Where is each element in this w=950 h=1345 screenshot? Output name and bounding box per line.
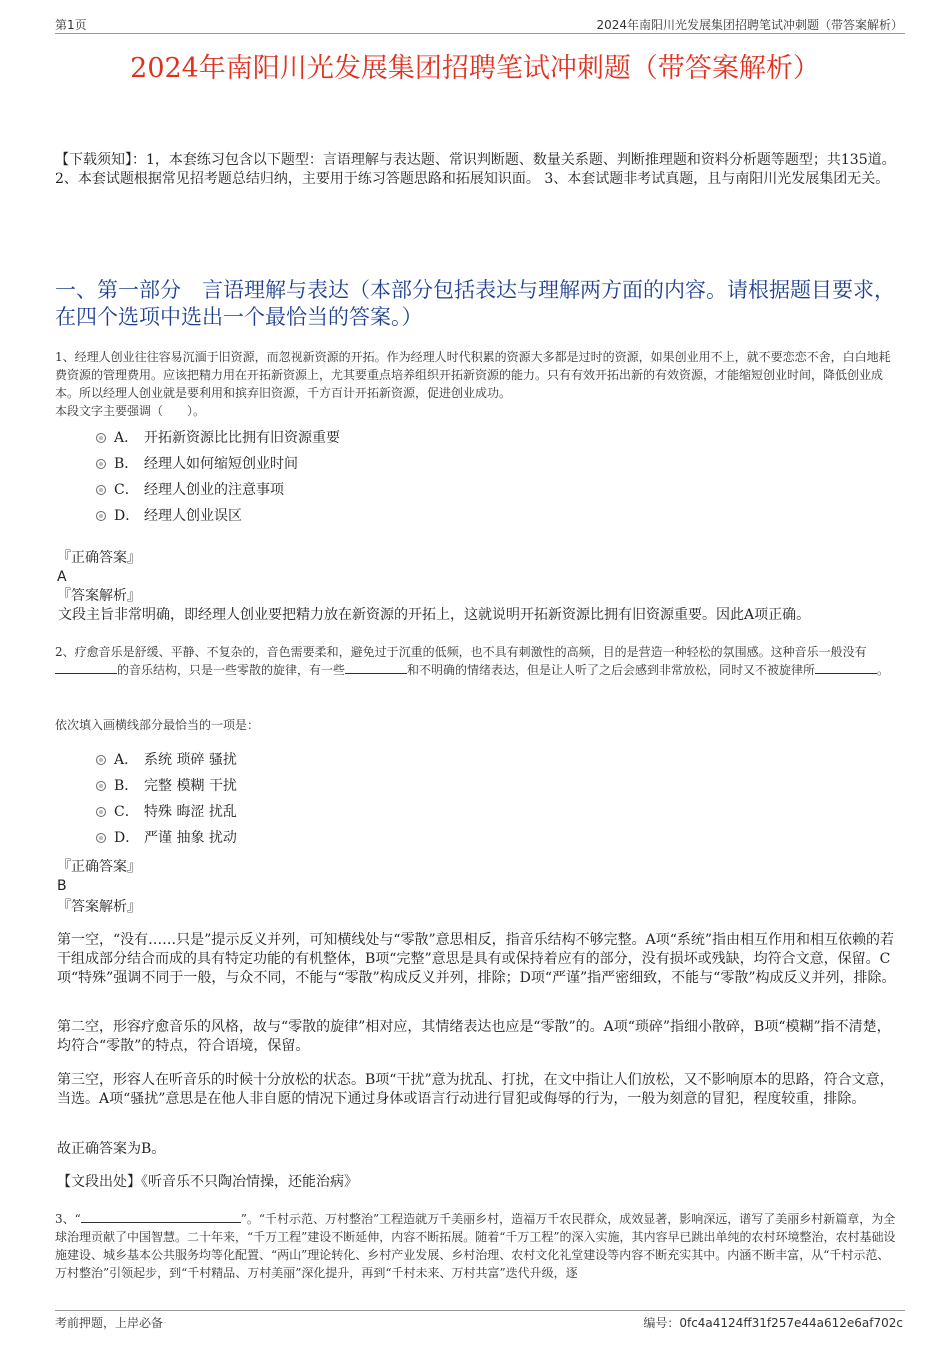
running-title: 2024年南阳川光发展集团招聘笔试冲刺题（带答案解析） xyxy=(596,18,903,32)
q2-analysis-para-3: 第三空，形容人在听音乐的时候十分放松的状态。B项“干扰”意为扰乱、打扰，在文中指让人们放松，又不影响原本的思路，符合文意，当选。A项“骚扰”意思是在他人非自愿的情况下通过身体或语言行动进行冒犯或侮辱的行为，一般为刻意的冒犯，程度较重，排除。 xyxy=(57,1072,894,1107)
q2-option-a[interactable]: A． 系统 琐碎 骚扰 xyxy=(96,750,237,770)
header-rule xyxy=(55,33,905,34)
radio-icon[interactable] xyxy=(96,511,106,521)
radio-icon[interactable] xyxy=(96,755,106,765)
radio-icon[interactable] xyxy=(96,459,106,469)
q2-conclusion: 故正确答案为B。 xyxy=(57,1141,166,1157)
question-1-prompt: 本段文字主要强调（ ）。 xyxy=(55,404,206,418)
q2-option-b[interactable]: B． 完整 模糊 干扰 xyxy=(96,776,237,796)
q2-analysis-para-1: 第一空，“没有……只是”提示反义并列，可知横线处与“零散”意思相反，指音乐结构不够完整。A项“系统”指由相互作用和相互依赖的若干组成部分结合而成的具有特定功能的有机整体，B项“完整”意思是具有或保持着应有的部分，没有损坏或残缺，均符合文意，保留。C项“特殊”强调不同于一般，与众不同，不能与“零散”构成反义并列，排除；D项“严谨”指严密细致，不能与“零散”构成反义并列，排除。 xyxy=(57,932,896,986)
document-code: 编号：0fc4a4124ff31f257e44a612e6af702c xyxy=(643,1316,903,1330)
blank-line xyxy=(345,661,407,674)
q1-option-a[interactable]: A． 开拓新资源比比拥有旧资源重要 xyxy=(96,428,340,448)
question-3-stem: 3、“ ”。“千村示范、万村整治”工程造就万千美丽乡村，造福万千农民群众，成效显著，影响深远，谱写了美丽乡村新篇章，为全球治理贡献了中国智慧。二十年来，“千万工程”建设不断延伸，内容不断拓展。随着“千万工程”的深入实施，其内容早已跳出单纯的农村环境整治，农村基础设施建设、城乡基本公共服务均等化配置、“两山”理论转化、乡村产业发展、乡村治理、农村文化礼堂建设等内容不断充实其中。内涵不断丰富，从“千村示范、万村整治”引领起步，到“千村精品、万村美丽”深化提升，再到“千村未来、万村共富”迭代升级，逐 xyxy=(55,1212,896,1280)
radio-icon[interactable] xyxy=(96,807,106,817)
q2-option-d[interactable]: D． 严谨 抽象 扰动 xyxy=(96,828,237,848)
footer-rule xyxy=(55,1310,905,1311)
question-1-stem: 1、经理人创业往往容易沉湎于旧资源，而忽视新资源的开拓。作为经理人时代积累的资源大多都是过时的资源，如果创业用不上，就不要恋恋不舍，白白地耗费资源的管理费用。应该把精力用在开拓新资源上，尤其要重点培养组织开拓新资源的能力。只有有效开拓出新的有效资源，才能缩短创业时间，降低创业成本。所以经理人创业就是要利用和摈弃旧资源，千方百计开拓新资源，促进创业成功。 xyxy=(55,350,891,400)
q2-analysis-heading: 『答案解析』 xyxy=(57,899,141,915)
q2-option-c[interactable]: C． 特殊 晦涩 扰乱 xyxy=(96,802,237,822)
question-2-prompt: 依次填入画横线部分最恰当的一项是： xyxy=(55,718,260,732)
q1-option-b[interactable]: B． 经理人如何缩短创业时间 xyxy=(96,454,298,474)
q2-answer-heading: 『正确答案』 xyxy=(57,859,141,875)
q1-analysis-heading: 『答案解析』 xyxy=(57,588,141,604)
blank-line xyxy=(815,661,877,674)
q1-analysis: 文段主旨非常明确，即经理人创业要把精力放在新资源的开拓上，这就说明开拓新资源比拥有旧资源重要。因此A项正确。 xyxy=(58,607,811,623)
q1-answer: A xyxy=(57,569,67,585)
q1-answer-heading: 『正确答案』 xyxy=(57,550,141,566)
q2-analysis-para-2: 第二空，形容疗愈音乐的风格，故与“零散的旋律”相对应，其情绪表达也应是“零散”的。A项“琐碎”指细小散碎，B项“模糊”指不清楚，均符合“零散”的特点，符合语境，保留。 xyxy=(57,1019,891,1054)
question-2-stem: 2、疗愈音乐是舒缓、平静、不复杂的，音色需要柔和，避免过于沉重的低频，也不具有刺激性的高频，目的是营造一种轻松的氛围感。这种音乐一般没有的音乐结构，只是一些零散的旋律，有一些 和不明确的情绪表达，但是让人听了之后会感到非常放松，同时又不被旋律所 。 xyxy=(55,645,890,677)
blank-line xyxy=(81,1210,241,1223)
q2-source: 【文段出处】《听音乐不只陶冶情操，还能治病》 xyxy=(57,1174,358,1190)
q1-option-d[interactable]: D． 经理人创业误区 xyxy=(96,506,242,526)
radio-icon[interactable] xyxy=(96,781,106,791)
download-notice: 【下载须知】：1，本套练习包含以下题型：言语理解与表达题、常识判断题、数量关系题、判断推理题和资料分析题等题型；共135道。 2、本套试题根据常见招考题总结归纳，主要用于练习答题思路和拓展知识面。 3、本套试题非考试真题，且与南阳川光发展集团无关。 xyxy=(55,152,896,187)
radio-icon[interactable] xyxy=(96,485,106,495)
blank-line xyxy=(55,661,117,674)
q1-option-c[interactable]: C． 经理人创业的注意事项 xyxy=(96,480,284,500)
page-title: 2024年南阳川光发展集团招聘笔试冲刺题（带答案解析） xyxy=(130,53,820,84)
radio-icon[interactable] xyxy=(96,433,106,443)
page-number: 第1页 xyxy=(55,18,87,32)
q2-answer: B xyxy=(57,878,67,894)
radio-icon[interactable] xyxy=(96,833,106,843)
section-heading: 一、第一部分 言语理解与表达（本部分包括表达与理解两方面的内容。请根据题目要求，在四个选项中选出一个最恰当的答案。） xyxy=(55,278,895,329)
footer-slogan: 考前押题，上岸必备 xyxy=(55,1316,164,1330)
